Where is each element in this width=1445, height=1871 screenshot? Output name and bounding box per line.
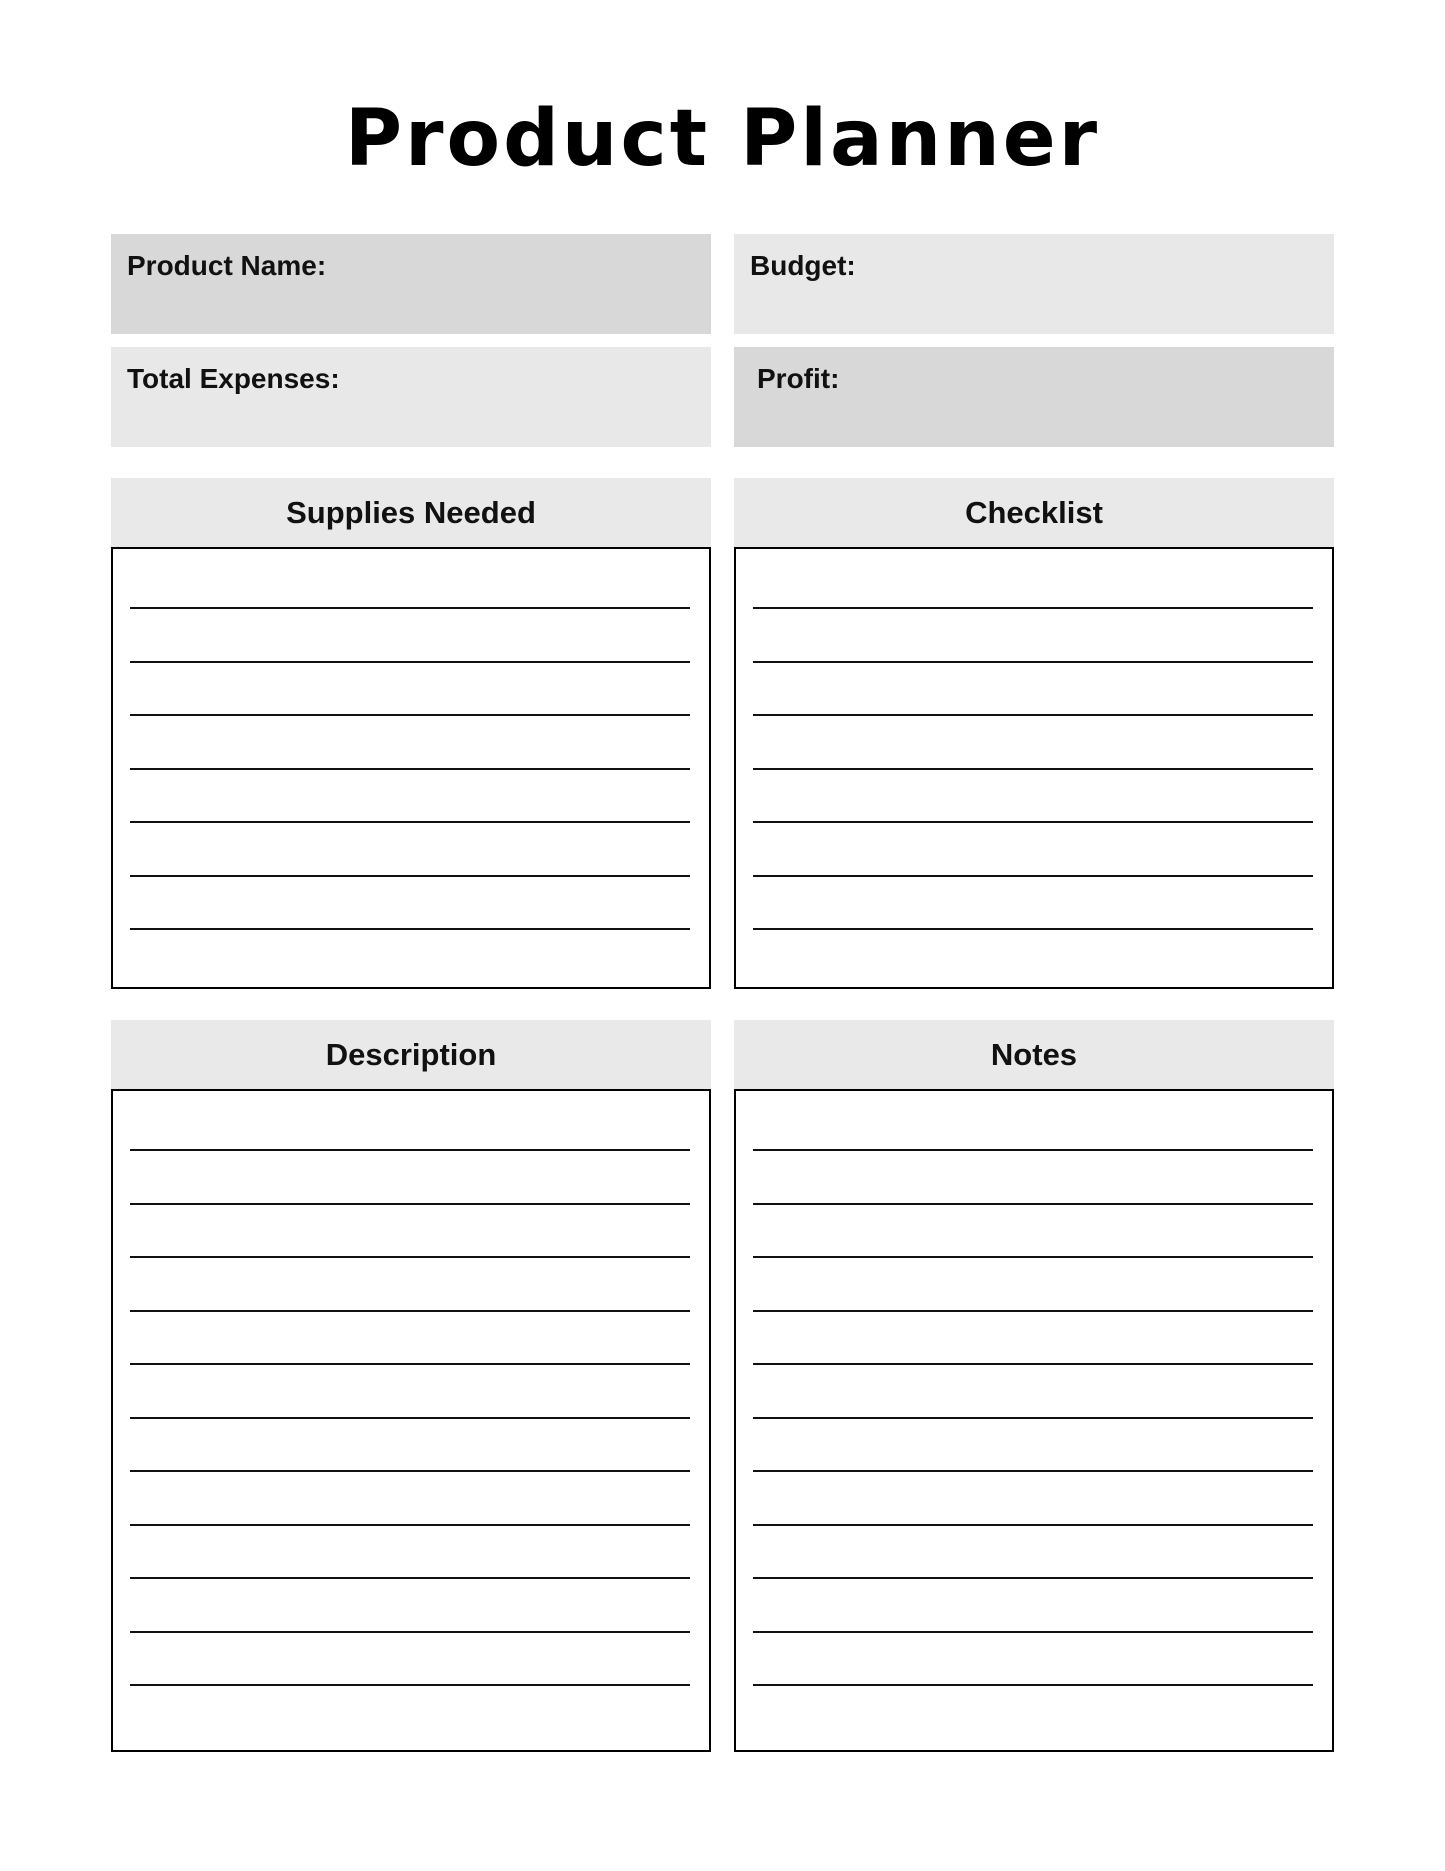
profit-field[interactable] [734, 347, 1334, 447]
checklist-box[interactable] [734, 547, 1334, 989]
budget-field[interactable] [734, 234, 1334, 334]
writing-line [753, 714, 1313, 716]
writing-line [753, 1203, 1313, 1205]
supplies-needed-header [111, 478, 711, 547]
writing-line [753, 607, 1313, 609]
description-header [111, 1020, 711, 1089]
writing-line [130, 1310, 690, 1312]
checklist-header [734, 478, 1334, 547]
writing-line [130, 1363, 690, 1365]
writing-line [753, 1149, 1313, 1151]
writing-line [130, 1417, 690, 1419]
writing-line [753, 1363, 1313, 1365]
total-expenses-label: Total Expenses: [127, 363, 340, 394]
writing-line [130, 821, 690, 823]
writing-line [130, 1524, 690, 1526]
writing-line [753, 768, 1313, 770]
writing-line [753, 1524, 1313, 1526]
writing-line [130, 1203, 690, 1205]
writing-line [130, 661, 690, 663]
budget-label: Budget: [750, 250, 856, 281]
writing-line [130, 1149, 690, 1151]
notes-header [734, 1020, 1334, 1089]
writing-line [753, 1256, 1313, 1258]
description-title: Description [325, 1036, 497, 1072]
writing-line [753, 928, 1313, 930]
writing-line [130, 714, 690, 716]
notes-title: Notes [990, 1036, 1078, 1072]
writing-line [130, 768, 690, 770]
writing-line [753, 821, 1313, 823]
writing-line [130, 607, 690, 609]
writing-line [130, 1256, 690, 1258]
writing-line [130, 1577, 690, 1579]
writing-line [753, 1684, 1313, 1686]
writing-line [753, 661, 1313, 663]
writing-line [753, 875, 1313, 877]
supplies-needed-box[interactable] [111, 547, 711, 989]
product-name-field[interactable] [111, 234, 711, 334]
writing-line [130, 1470, 690, 1472]
supplies-needed-title: Supplies Needed [286, 494, 536, 530]
writing-line [753, 1310, 1313, 1312]
writing-line [130, 928, 690, 930]
writing-line [753, 1470, 1313, 1472]
writing-line [130, 875, 690, 877]
writing-line [753, 1577, 1313, 1579]
product-name-label: Product Name: [127, 250, 327, 281]
notes-box[interactable] [734, 1089, 1334, 1752]
writing-line [130, 1631, 690, 1633]
page-title: Product Planner [344, 94, 1101, 184]
total-expenses-field[interactable] [111, 347, 711, 447]
writing-line [753, 1631, 1313, 1633]
writing-line [130, 1684, 690, 1686]
checklist-title: Checklist [965, 494, 1103, 530]
description-box[interactable] [111, 1089, 711, 1752]
profit-label: Profit: [757, 363, 840, 394]
writing-line [753, 1417, 1313, 1419]
